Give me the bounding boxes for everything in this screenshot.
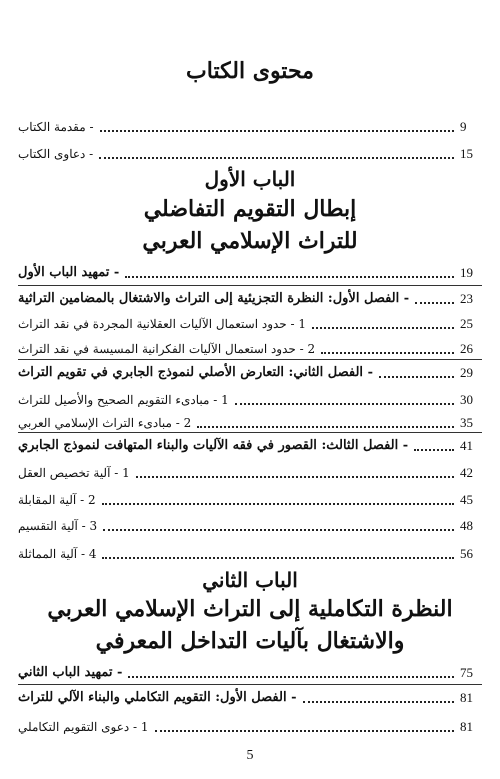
toc-entry-page: 81: [460, 719, 473, 734]
toc-entry-part-two-preface[interactable]: [18, 662, 482, 682]
part-one-title-line2: للتراث الإسلامي العربي: [142, 228, 358, 254]
part-two-label: الباب الثاني: [202, 568, 298, 592]
toc-entry-page: 56: [460, 546, 473, 561]
toc-entry-label: - الفصل الثالث: القصور في فقه الآليات والبناء المتهافت لنموذج الجابري: [18, 438, 409, 453]
toc-entry-label: 3 - آلية التقسيم: [18, 519, 98, 533]
toc-entry-label: 1 - آلية تخصيص العقل: [18, 466, 130, 480]
dot-leader: [414, 449, 454, 451]
toc-entry-label: 2 - حدود استعمال الآليات الفكرانية المسيسة في نقد التراث: [18, 342, 316, 356]
toc-entry-page: 19: [460, 265, 473, 280]
toc-entry-label: - تمهيد الباب الأول: [18, 265, 120, 280]
part-one-label: الباب الأول: [204, 167, 296, 191]
toc-entry-label: 1 - حدود استعمال الآليات العقلانية المجردة في نقد التراث: [18, 317, 307, 331]
toc-entry-page: 9: [460, 119, 467, 134]
dot-leader: [103, 529, 454, 531]
toc-entry-page: 48: [460, 518, 473, 533]
toc-entry-label: - الفصل الثاني: التعارض الأصلي لنموذج الجابري في تقويم التراث: [18, 365, 373, 380]
dot-leader: [102, 503, 454, 505]
dot-leader: [235, 403, 454, 405]
toc-entry-page: 30: [460, 392, 473, 407]
toc-entry-page: 45: [460, 492, 473, 507]
toc-entry-page: 25: [460, 316, 473, 331]
toc-entry-section[interactable]: [18, 716, 482, 736]
toc-entry-section[interactable]: [18, 543, 482, 563]
toc-entry-claims[interactable]: [18, 143, 482, 163]
divider: [18, 432, 482, 433]
page-title: محتوى الكتاب: [186, 58, 314, 84]
toc-entry-page: 41: [460, 438, 473, 453]
toc-entry-label: 1 - دعوى التقويم التكاملي: [18, 720, 149, 734]
dot-leader: [125, 276, 454, 278]
toc-entry-page: 42: [460, 465, 473, 480]
dot-leader: [303, 701, 455, 703]
dot-leader: [99, 157, 454, 159]
dot-leader: [312, 327, 454, 329]
toc-entry-section[interactable]: [18, 412, 482, 432]
toc-entry-introduction[interactable]: [18, 116, 482, 136]
toc-entry-section[interactable]: [18, 489, 482, 509]
dot-leader: [100, 130, 454, 132]
toc-entry-label: 2 - مبادىء التراث الإسلامي العربي: [18, 416, 192, 430]
dot-leader: [321, 352, 454, 354]
dot-leader: [128, 676, 454, 678]
divider: [18, 359, 482, 360]
toc-entry-page: 35: [460, 415, 473, 430]
toc-entry-label: - الفصل الأول: النظرة التجزيئية إلى التراث والاشتغال بالمضامين التراثية: [18, 291, 410, 306]
dot-leader: [379, 376, 454, 378]
dot-leader: [415, 302, 454, 304]
dot-leader: [197, 426, 454, 428]
toc-entry-chapter-two[interactable]: [18, 362, 482, 382]
toc-entry-chapter-one[interactable]: [18, 288, 482, 308]
toc-entry-section[interactable]: [18, 389, 482, 409]
divider: [18, 684, 482, 685]
part-two-title-line1: النظرة التكاملية إلى التراث الإسلامي العربي: [47, 596, 453, 622]
toc-entry-label: 4 - آلية المماثلة: [18, 547, 97, 561]
part-one-title-line1: إبطال التقويم التفاضلي: [143, 196, 357, 222]
toc-entry-page: 29: [460, 365, 473, 380]
toc-entry-section[interactable]: [18, 462, 482, 482]
toc-entry-label: - تمهيد الباب الثاني: [18, 665, 123, 680]
dot-leader: [155, 730, 454, 732]
toc-entry-chapter-three[interactable]: [18, 435, 482, 455]
dot-leader: [136, 476, 454, 478]
toc-entry-page: 75: [460, 665, 473, 680]
toc-entry-part-two-chapter-one[interactable]: [18, 687, 482, 707]
toc-entry-label: - الفصل الأول: التقويم التكاملي والبناء الآلي للتراث: [18, 690, 297, 705]
toc-entry-section[interactable]: [18, 313, 482, 333]
toc-entry-page: 26: [460, 341, 473, 356]
divider: [18, 285, 482, 286]
dot-leader: [102, 557, 454, 559]
toc-entry-label: - دعاوى الكتاب: [18, 147, 94, 161]
toc-entry-page: 81: [460, 690, 473, 705]
toc-entry-page: 15: [460, 146, 473, 161]
part-two-title-line2: والاشتغال بآليات التداخل المعرفي: [95, 628, 405, 654]
toc-entry-label: 2 - آلية المقابلة: [18, 493, 96, 507]
toc-entry-page: 23: [460, 291, 473, 306]
toc-entry-label: 1 - مبادىء التقويم الصحيح والأصيل للتراث: [18, 393, 229, 407]
toc-entry-label: - مقدمة الكتاب: [18, 120, 94, 134]
page-number: 5: [246, 748, 254, 763]
toc-entry-part-one-preface[interactable]: [18, 262, 482, 282]
toc-entry-section[interactable]: [18, 338, 482, 358]
toc-entry-section[interactable]: [18, 515, 482, 535]
